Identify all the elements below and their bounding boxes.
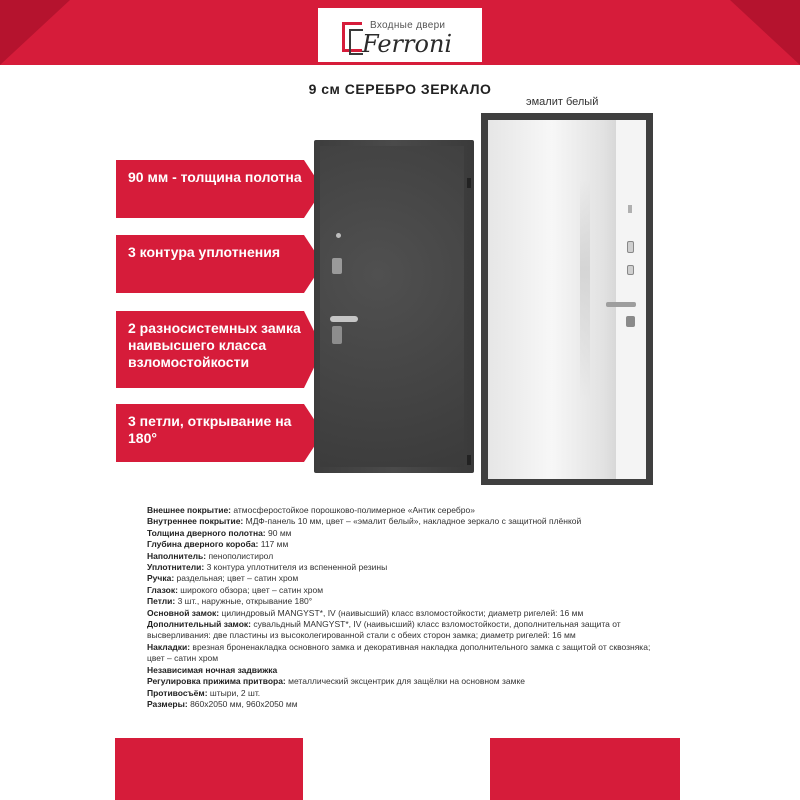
spec-value: пенополистирол [206, 550, 274, 561]
spec-row [147, 596, 657, 607]
spec-key: Независимая ночная задвижка [147, 664, 278, 675]
upper-lock-plate-icon [332, 258, 342, 274]
spec-key: Внешнее покрытие: [147, 505, 232, 515]
logo-name: Ferroni [362, 30, 453, 58]
inner-lock-plate-icon [626, 316, 635, 327]
inner-finish-label: эмалит белый [526, 96, 599, 108]
spec-row [147, 539, 657, 550]
lower-lock-plate-icon [332, 326, 342, 344]
spec-row [147, 619, 657, 642]
latch-icon [628, 205, 632, 213]
spec-row [147, 516, 657, 527]
spec-key: Уплотнители: [147, 562, 205, 573]
top-band-fold-right [730, 0, 800, 65]
spec-value: 3 шт., наружные, открывание 180° [175, 596, 313, 607]
outer-door-panel [320, 146, 464, 467]
spec-row [147, 573, 657, 584]
hinge-icon [467, 455, 471, 465]
spec-row [147, 676, 657, 687]
spec-key: Дополнительный замок: [147, 619, 252, 630]
spec-value: металлический эксцентрик для защёлки на основном замке [285, 676, 525, 687]
feature-badge-seals [116, 235, 304, 293]
feature-badge-locks [116, 311, 304, 388]
spec-value: МДФ-панель 10 мм, цвет – «эмалит белый», накладное зеркало с защитной плёнкой [243, 516, 582, 527]
outer-handle-icon [330, 316, 358, 322]
spec-key: Накладки: [147, 641, 191, 652]
spec-row [147, 699, 657, 710]
spec-row [147, 551, 657, 562]
spec-row [147, 585, 657, 596]
spec-row [147, 562, 657, 573]
spec-key: Размеры: [147, 698, 188, 709]
spec-row [147, 528, 657, 539]
spec-list [147, 505, 657, 710]
spec-value: врезная броненакладка основного замка и декоративная накладка дополнительного замка с защитой от сквозняка; цвет – сатин хром [147, 641, 651, 664]
spec-value: широкого обзора; цвет – сатин хром [177, 584, 324, 595]
peephole-icon [336, 233, 341, 238]
brand-logo [318, 8, 482, 62]
feature-text: 90 мм - толщина полотна [128, 169, 302, 185]
spec-value: цилиндровый MANGYST*, IV (наивысший) класс взломостойкости; диаметр ригелей: 16 мм [219, 607, 584, 618]
spec-row [147, 642, 657, 665]
spec-key: Регулировка прижима притвора: [147, 676, 286, 687]
logo-subtitle: Входные двери [370, 20, 446, 31]
feature-text: 3 петли, открывание на 180° [128, 413, 292, 446]
spec-key: Ручка: [147, 573, 175, 584]
product-title: 9 см СЕРЕБРО ЗЕРКАЛО [308, 81, 492, 97]
spec-key: Противосъём: [147, 687, 208, 698]
spec-value: 3 контура уплотнителя из вспененной резины [204, 562, 388, 573]
spec-key: Наполнитель: [147, 550, 207, 561]
spec-value: 90 мм [265, 527, 292, 538]
feature-text: 2 разносистемных замка наивысшего класса взломостойкости [128, 320, 301, 370]
spec-key: Толщина дверного полотна: [147, 527, 266, 538]
bottom-red-band-right [490, 738, 680, 800]
feature-badge-hinges [116, 404, 304, 462]
spec-row [147, 608, 657, 619]
bottom-red-band-left [115, 738, 303, 800]
spec-value: штыри, 2 шт. [207, 687, 261, 698]
spec-key: Глазок: [147, 584, 178, 595]
spec-value: 860x2050 мм, 960x2050 мм [187, 698, 298, 709]
inner-lock-turn-icon [627, 241, 634, 253]
feature-badge-thickness [116, 160, 304, 218]
spec-row [147, 688, 657, 699]
spec-row [147, 505, 657, 516]
inner-handle-icon [606, 302, 636, 307]
hinge-icon [467, 178, 471, 188]
top-band-fold-left [0, 0, 70, 65]
spec-value: сувальдный MANGYST*, IV (наивысший) класс взломостойкости, дополнительная защита от высверливания: две пластины из высоколегированной стали с обеих сторон замка; диаметр ригелей: 16 мм [147, 619, 621, 641]
spec-row [147, 665, 657, 676]
feature-text: 3 контура уплотнения [128, 244, 281, 260]
spec-value: 117 мм [258, 539, 289, 550]
inner-lock-turn-icon [627, 265, 634, 275]
spec-key: Глубина дверного короба: [147, 539, 259, 550]
spec-key: Основной замок: [147, 607, 220, 618]
spec-value: атмосферостойкое порошково-полимерное «Антик серебро» [231, 505, 475, 515]
outer-door-image [314, 140, 474, 473]
spec-key: Петли: [147, 596, 176, 607]
spec-key: Внутреннее покрытие: [147, 516, 244, 527]
spec-value: раздельная; цвет – сатин хром [174, 573, 299, 584]
logo-mark-icon [342, 22, 362, 52]
mirror-panel [488, 120, 616, 479]
